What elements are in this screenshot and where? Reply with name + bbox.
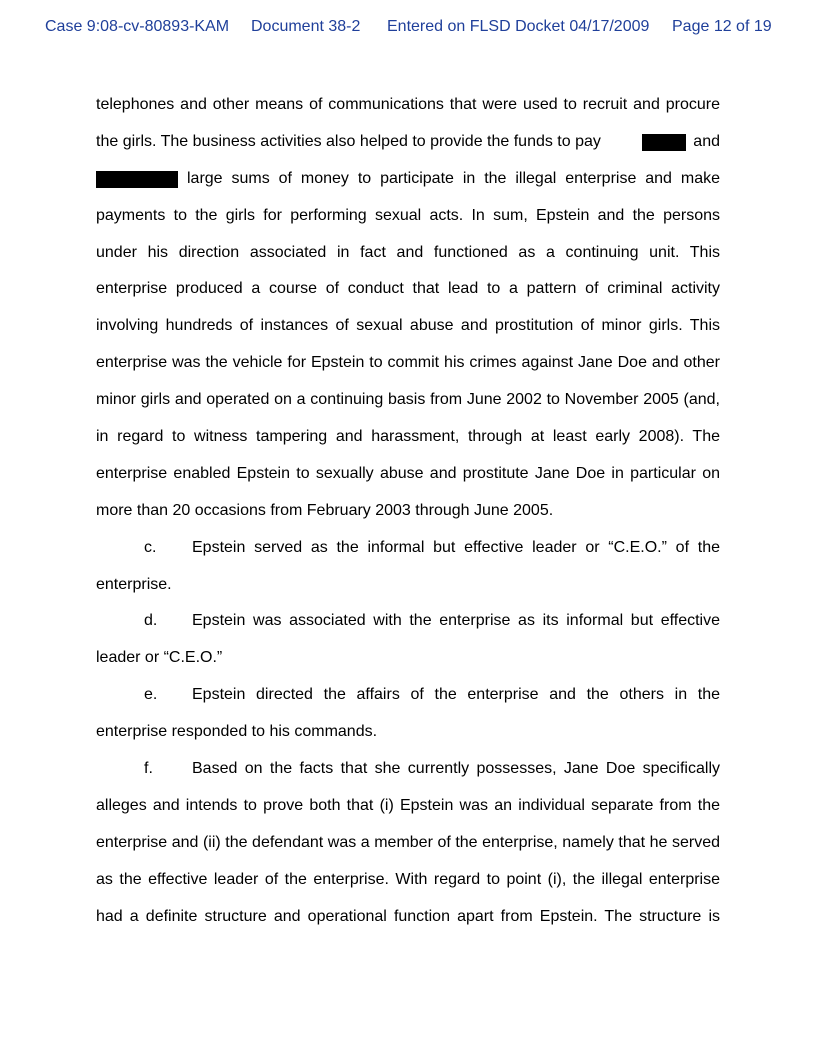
document-body — [96, 87, 720, 935]
body-line: payments to the girls for performing sexual acts. In sum, Epstein and the persons — [96, 206, 720, 224]
body-line: alleges and intends to prove both that (i) Epstein was an individual separate from the — [96, 796, 720, 814]
case-number: Case 9:08-cv-80893-KAM — [45, 18, 230, 35]
item-label: f. — [144, 760, 153, 778]
paragraph-c: c. Epstein served as the informal but effective leader or “C.E.O.” of the — [96, 530, 720, 567]
document-number: Document 38-2 — [251, 18, 361, 35]
body-line: in regard to witness tampering and harassment, through at least early 2008). The — [96, 428, 720, 446]
body-line: enterprise enabled Epstein to sexually abuse and prostitute Jane Doe in particular on — [96, 464, 720, 482]
redaction-box — [642, 134, 686, 151]
item-label: c. — [144, 538, 157, 556]
page-number: Page 12 of 19 — [672, 18, 772, 35]
body-line: enterprise produced a course of conduct that lead to a pattern of criminal activity — [96, 280, 720, 298]
redaction-box — [96, 171, 178, 188]
docket-entry: Entered on FLSD Docket 04/17/2009 — [387, 18, 650, 35]
body-line: enterprise responded to his commands. — [96, 723, 378, 741]
body-line: more than 20 occasions from February 2003 through June 2005. — [96, 501, 554, 519]
body-line: the girls. The business activities also helped to provide the funds to pay and — [96, 132, 720, 150]
paragraph-f: f. Based on the facts that she currently possesses, Jane Doe specifically — [96, 751, 720, 788]
body-line: under his direction associated in fact and functioned as a continuing unit. This — [96, 243, 720, 261]
item-label: e. — [144, 686, 158, 704]
body-line: leader or “C.E.O.” — [96, 649, 223, 667]
paragraph-d: d. Epstein was associated with the enterprise as its informal but effective — [96, 603, 720, 640]
body-line: involving hundreds of instances of sexual abuse and prostitution of minor girls. This — [96, 317, 720, 335]
body-line: minor girls and operated on a continuing basis from June 2002 to November 2005 (and, — [96, 391, 720, 409]
body-line: enterprise. — [96, 575, 172, 593]
body-line: had a definite structure and operational function apart from Epstein. The structure is — [96, 907, 720, 925]
body-line: large sums of money to participate in the illegal enterprise and make — [96, 161, 720, 198]
paragraph-e: e. Epstein directed the affairs of the enterprise and the others in the — [96, 677, 720, 714]
item-label: d. — [144, 612, 158, 630]
body-line: as the effective leader of the enterprise. With regard to point (i), the illegal enterprise — [96, 870, 720, 888]
body-line: enterprise was the vehicle for Epstein to commit his crimes against Jane Doe and other — [96, 354, 720, 372]
body-line: telephones and other means of communications that were used to recruit and procure — [96, 96, 720, 113]
body-line: enterprise and (ii) the defendant was a member of the enterprise, namely that he served — [96, 833, 720, 851]
